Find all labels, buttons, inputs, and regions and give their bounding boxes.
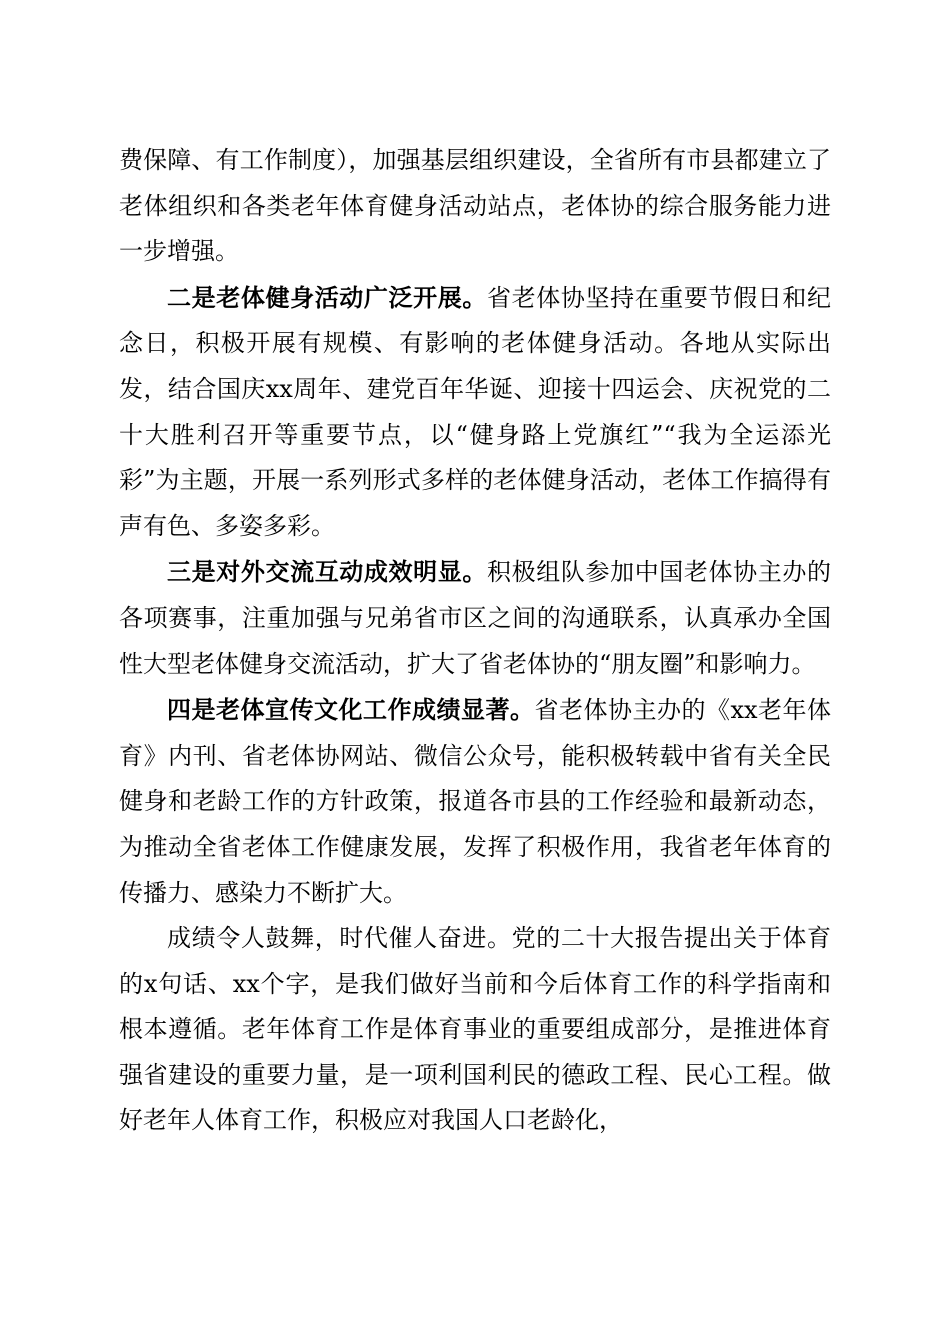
paragraph-external-exchange [119,549,831,687]
paragraph-text: 积极组队参加中国老体协主办的各项赛事，注重加强与兄弟省市区之间的沟通联系，认真承办全国性大型老体健身交流活动，扩大了省老体协的“朋友圈”和影响力。 [119,558,831,678]
paragraph-continuation [119,138,831,275]
paragraph-achievements [119,916,831,1144]
paragraph-text: 成绩令人鼓舞，时代催人奋进。党的二十大报告提出关于体育的x句话、xx个字，是我们做好当前和今后体育工作的科学指南和根本遵循。老年体育工作是体育事业的重要组成部分，是推进体育强省建设的重要力量，是一项利国利民的德政工程、民心工程。做好老年人体育工作，积极应对我国人口老龄化， [119,924,831,1135]
paragraph-fitness-activities [119,275,831,550]
paragraph-text: 费保障、有工作制度），加强基层组织建设，全省所有市县都建立了老体组织和各类老年体育健身活动站点，老体协的综合服务能力进一步增强。 [119,146,831,266]
paragraph-lead: 三是对外交流互动成效明显。 [167,557,487,587]
paragraph-text: 省老体协坚持在重要节假日和纪念日，积极开展有规模、有影响的老体健身活动。各地从实际出发，结合国庆xx周年、建党百年华诞、迎接十四运会、庆祝党的二十大胜利召开等重要节点，以“健身路上党旗红”“我为全运添光彩”为主题，开展一系列形式多样的老体健身活动，老体工作搞得有声有色、多姿多彩。 [119,283,831,540]
paragraph-lead: 二是老体健身活动广泛开展。 [167,282,487,312]
paragraph-text: 省老体协主办的《xx老年体育》内刊、省老体协网站、微信公众号，能积极转载中省有关全民健身和老龄工作的方针政策，报道各市县的工作经验和最新动态，为推动全省老体工作健康发展，发挥了积极作用，我省老年体育的传播力、感染力不断扩大。 [119,696,832,907]
document-body [119,138,831,1144]
paragraph-publicity-culture [119,687,831,916]
paragraph-lead: 四是老体宣传文化工作成绩显著。 [167,695,535,725]
